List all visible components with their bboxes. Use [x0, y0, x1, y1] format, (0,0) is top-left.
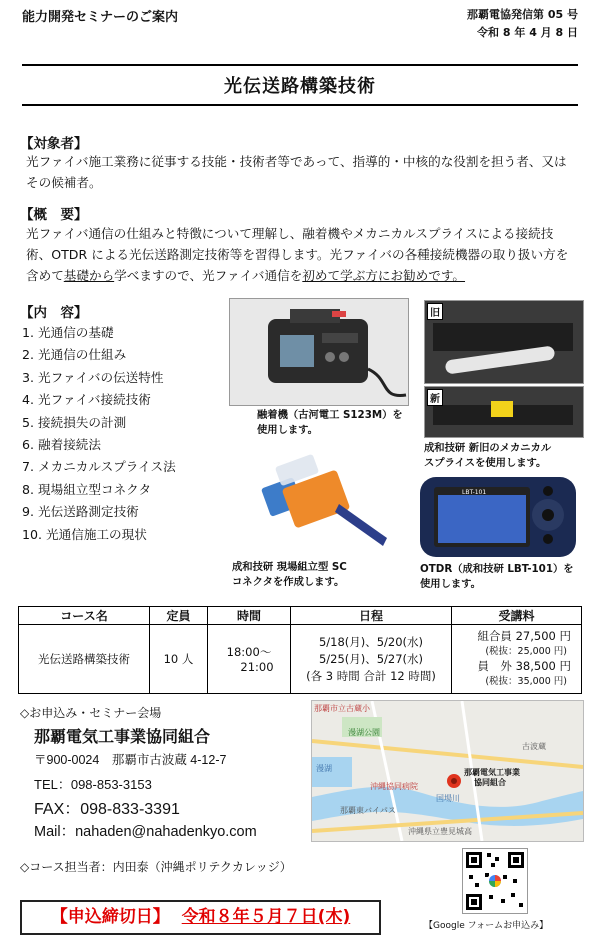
audience-heading: 【対象者】 — [20, 136, 88, 152]
fee-member: 組合員 27,500 円 — [477, 629, 571, 643]
sc-connector-caption — [232, 560, 347, 590]
list-item: 7. メカニカルスプライス法 — [22, 459, 176, 475]
list-item: 5. 接続損失の計測 — [22, 414, 127, 430]
otdr-caption — [420, 562, 574, 592]
header-course-name: コース名 — [19, 607, 150, 625]
course-manager: ◇コース担当者：内田泰（沖縄ポリテクカレッジ） — [20, 860, 292, 874]
bulletin-number: 那覇電協発信第 05 号 — [467, 8, 578, 21]
map-label: 古波蔵 — [522, 742, 546, 751]
overview-text-part2: 学べますので、光ファイバ通信を — [114, 268, 303, 283]
schedule-line3: (各 3 時間 合計 12 時間) — [306, 668, 436, 683]
list-item: 9. 光伝送路測定技術 — [22, 504, 139, 520]
fee-nonmember-note: (税抜：35,000 円) — [485, 676, 567, 687]
map-label: 那覇市立古蔵小 — [314, 704, 370, 713]
connector-caption-line1: 成和技研 現場組立型 SC — [232, 561, 347, 573]
list-item: 10. 光通信施工の現状 — [22, 526, 147, 542]
deadline-date: 令和８年５月７日(木) — [181, 907, 351, 927]
list-item: 1. 光通信の基礎 — [22, 325, 114, 340]
header-fee: 受講料 — [452, 607, 582, 625]
cell-fee — [452, 625, 582, 694]
list-item: 8. 現場組立型コネクタ — [22, 481, 152, 497]
title-top-rule — [22, 64, 578, 66]
overview-text — [26, 223, 578, 286]
time-end: 21:00 — [240, 660, 274, 674]
fusion-splicer-caption — [257, 408, 403, 438]
list-item: 3. 光ファイバの伝送特性 — [22, 369, 164, 385]
fusion-splicer-image — [230, 299, 408, 405]
otdr-photo — [418, 473, 580, 561]
seminar-notice-label: 能力開発セミナーのご案内 — [22, 10, 179, 25]
contents-list — [22, 322, 232, 546]
fusion-caption-line1: 融着機（古河電工 S123M）を — [257, 409, 403, 421]
title-bottom-rule — [22, 104, 578, 106]
fusion-splicer-photo — [229, 298, 409, 406]
qr-caption: 【Google フォームお申込み】 — [424, 921, 549, 931]
map-label: 沖縄県立豊見城高 — [408, 827, 472, 836]
header-time: 時間 — [208, 607, 291, 625]
sc-connector-photo — [229, 450, 389, 552]
header-capacity: 定員 — [150, 607, 208, 625]
fee-nonmember: 員 外 38,500 円 — [477, 659, 571, 673]
audience-text: 光ファイバ施工業務に従事する技能・技術者等であって、指導的・中核的な役割を担う者、又はその候補者。 — [26, 154, 567, 190]
contents-heading: 【内 容】 — [20, 305, 88, 321]
map-label: 協同組合 — [474, 778, 506, 787]
cell-time — [208, 625, 291, 694]
deadline-label: 【申込締切日】 — [50, 907, 170, 927]
overview-text-part3: にお勧めです。 — [377, 268, 466, 283]
header-schedule: 日程 — [291, 607, 452, 625]
splice-caption-line2: スプライスを使用します。 — [424, 457, 547, 469]
new-splice-photo — [424, 386, 584, 438]
cell-schedule — [291, 625, 452, 694]
cell-capacity: 10 人 — [150, 625, 208, 694]
old-splice-photo — [424, 300, 584, 384]
map-label: 沖縄協同病院 — [370, 782, 418, 791]
map-label: 国場川 — [436, 794, 460, 803]
location-map[interactable] — [311, 700, 584, 842]
fusion-caption-line2: 使用します。 — [257, 424, 318, 436]
schedule-line2: 5/25(月)、5/27(水) — [318, 651, 424, 666]
otdr-caption-line2: 使用します。 — [420, 578, 481, 590]
list-item: 4. 光ファイバ接続技術 — [22, 392, 151, 408]
cell-course-name: 光伝送路構築技術 — [19, 625, 150, 694]
qr-code[interactable] — [462, 848, 528, 914]
table-row — [19, 625, 582, 694]
contact-heading: ◇お申込み・セミナー会場 — [20, 706, 162, 720]
organization-name: 那覇電気工事業協同組合 — [34, 727, 211, 746]
qr-code-image — [463, 849, 527, 913]
table-header-row — [19, 607, 582, 625]
map-label: 漫湖公園 — [348, 728, 380, 737]
fax-number: FAX：098-833-3391 — [34, 801, 180, 818]
list-item: 2. 光通信の仕組み — [22, 347, 127, 363]
map-label: 那覇東バイパス — [340, 806, 396, 815]
new-splice-image — [425, 387, 583, 437]
course-table — [18, 606, 582, 694]
sc-connector-image — [229, 450, 389, 552]
map-label: 漫湖 — [316, 764, 332, 773]
new-label: 新 — [427, 389, 443, 406]
otdr-model-label: LBT-101 — [462, 489, 487, 496]
old-label: 旧 — [427, 303, 443, 320]
connector-caption-line2: コネクタを作成します。 — [232, 576, 345, 588]
email-address[interactable]: Mail：nahaden@nahadenkyo.com — [34, 824, 257, 840]
overview-underline-basics: 基礎から — [63, 268, 115, 283]
list-item: 6. 融着接続法 — [22, 436, 101, 452]
splice-caption — [424, 441, 551, 471]
map-image — [312, 701, 583, 841]
page-title: 光伝送路構築技術 — [224, 76, 376, 97]
overview-underline-beginners: 初めて学ぶ方 — [302, 268, 378, 283]
application-deadline — [20, 900, 381, 935]
address: 〒900-0024 那覇市古波蔵 4-12-7 — [34, 753, 227, 767]
overview-text-part1: 光ファイバ通信の仕組みと特徴について理解し、融着機やメカニカルスプライスによる接続技術、OTDR による光伝送路測定技術等を習得します。光ファイバの各種接続機器の取り扱い方を含めて — [26, 226, 569, 283]
bulletin-info — [467, 6, 578, 42]
tel-number: TEL：098-853-3153 — [34, 777, 152, 792]
map-label: 那覇電気工事業 — [464, 768, 520, 777]
schedule-line1: 5/18(月)、5/20(水) — [318, 634, 424, 649]
otdr-caption-line1: OTDR（成和技研 LBT-101）を — [420, 563, 574, 575]
splice-caption-line1: 成和技研 新旧のメカニカル — [424, 442, 552, 454]
issue-date: 令和 8 年 4 月 8 日 — [477, 26, 578, 39]
old-splice-image — [425, 301, 583, 383]
overview-heading: 【概 要】 — [20, 207, 88, 223]
otdr-image — [418, 473, 580, 561]
time-start: 18:00～ — [226, 645, 272, 659]
fee-member-note: (税抜：25,000 円) — [485, 646, 567, 657]
